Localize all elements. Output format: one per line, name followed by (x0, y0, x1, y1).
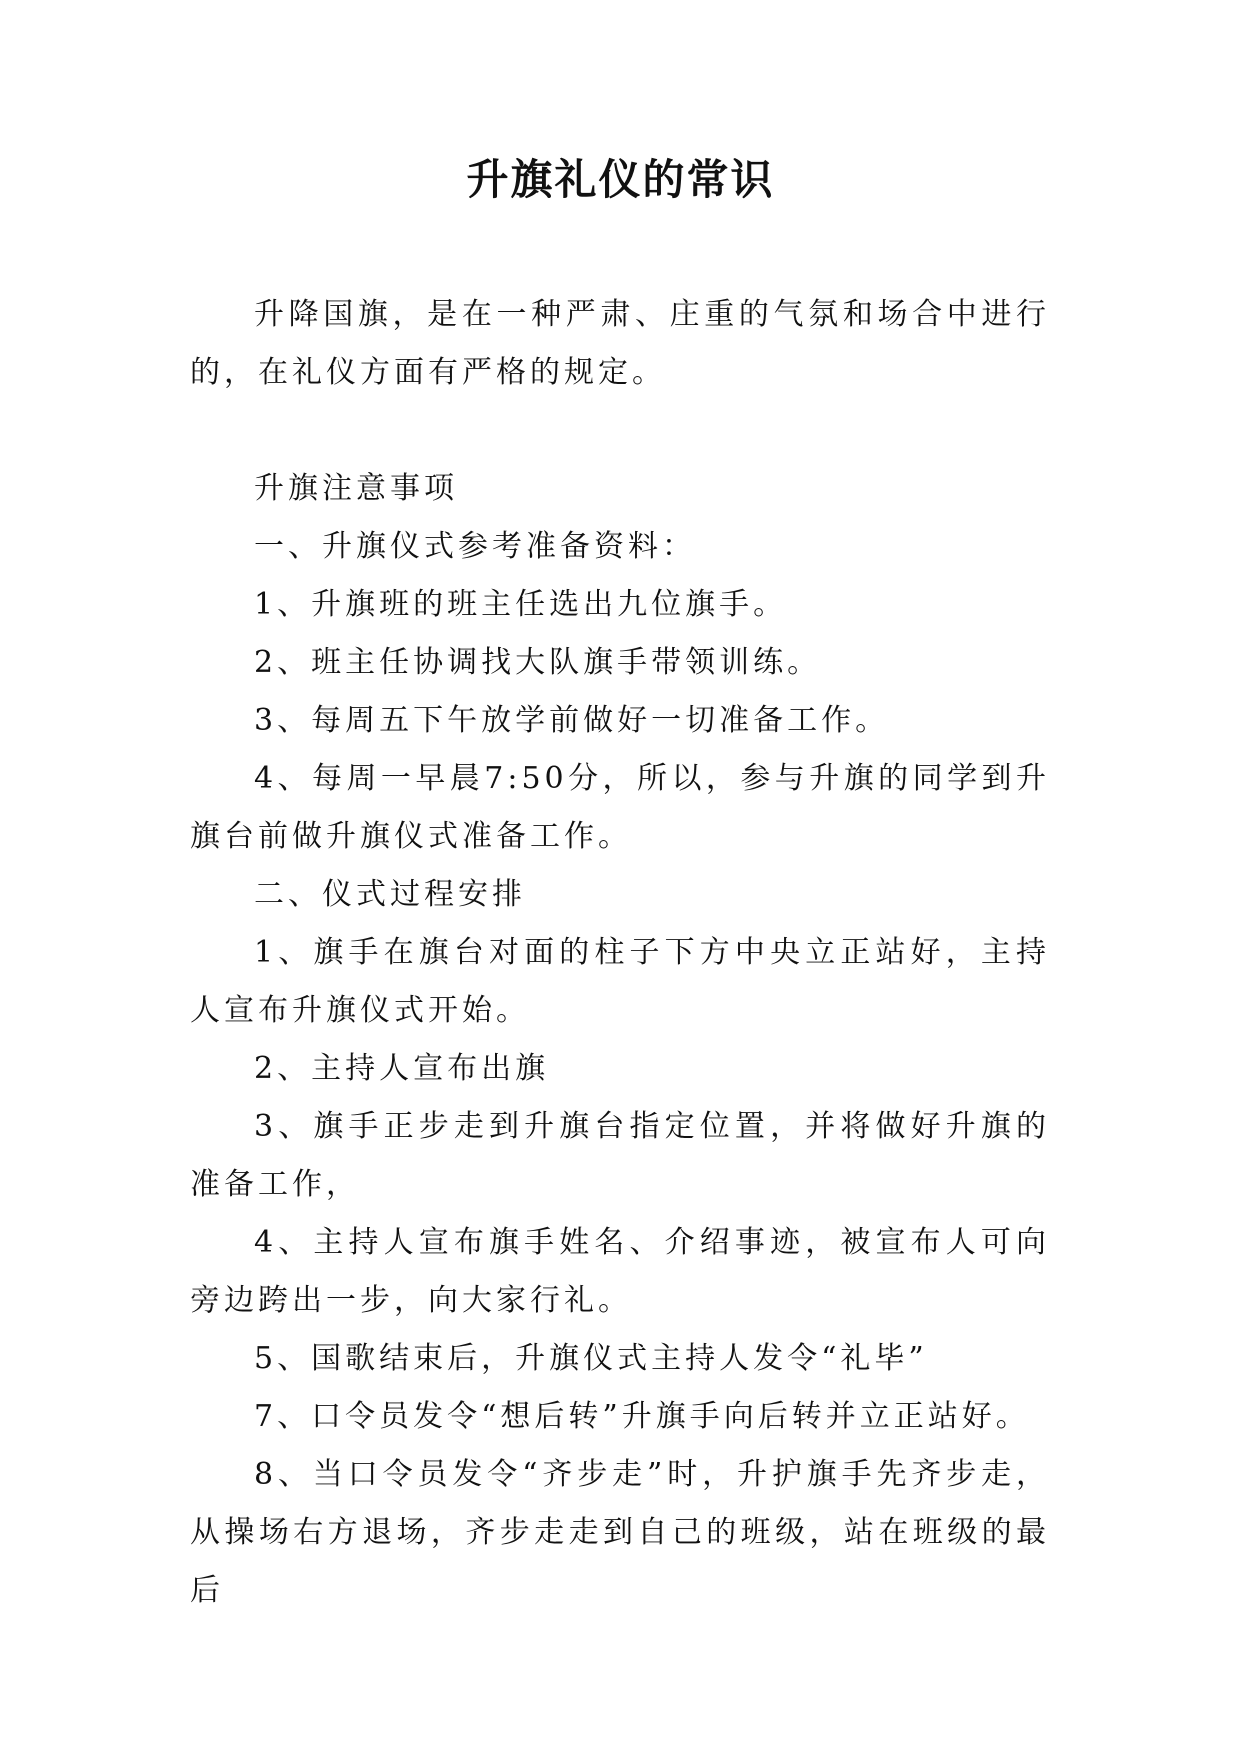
section-heading-procedure: 二、仪式过程安排 (254, 877, 526, 912)
list-item: 1、旗手在旗台对面的柱子下方中央立正站好，主持人宣布升旗仪式开始。 (190, 935, 1050, 1028)
list-item: 7、口令员发令“想后转”升旗手向后转并立正站好。 (254, 1399, 1030, 1434)
list-item: 8、当口令员发令“齐步走”时，升护旗手先齐步走，从操场右方退场，齐步走走到自己的班级，站在班级的最后 (190, 1457, 1050, 1608)
document-title: 升旗礼仪的常识 (466, 155, 775, 204)
section-heading-preparation: 一、升旗仪式参考准备资料： (254, 529, 696, 564)
list-item: 4、每周一早晨7:50分，所以，参与升旗的同学到升旗台前做升旗仪式准备工作。 (190, 761, 1050, 854)
list-item: 2、主持人宣布出旗 (254, 1051, 550, 1086)
list-item: 3、旗手正步走到升旗台指定位置，并将做好升旗的准备工作， (190, 1109, 1050, 1202)
section-heading-notes: 升旗注意事项 (254, 471, 458, 506)
paragraph-intro: 升降国旗，是在一种严肃、庄重的气氛和场合中进行的，在礼仪方面有严格的规定。 (190, 297, 1050, 390)
list-item: 3、每周五下午放学前做好一切准备工作。 (254, 703, 890, 738)
list-item: 5、国歌结束后，升旗仪式主持人发令“礼毕” (254, 1341, 928, 1376)
list-item: 2、班主任协调找大队旗手带领训练。 (254, 645, 822, 680)
document-body (190, 286, 1050, 1620)
list-item: 4、主持人宣布旗手姓名、介绍事迹，被宣布人可向旁边跨出一步，向大家行礼。 (190, 1225, 1050, 1318)
list-item: 1、升旗班的班主任选出九位旗手。 (254, 587, 788, 622)
